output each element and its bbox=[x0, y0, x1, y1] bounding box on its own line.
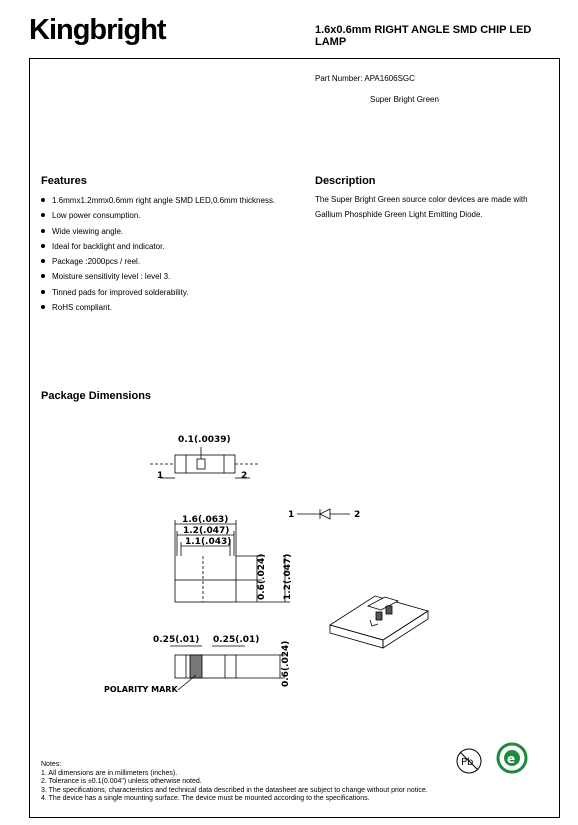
dim-inner-label: 1.1(.043) bbox=[185, 537, 232, 547]
notes-block bbox=[41, 761, 551, 804]
title-line-2: LAMP bbox=[315, 36, 347, 48]
part-color: Super Bright Green bbox=[370, 95, 439, 104]
dim-bottom-height-label: 0.6(.024) bbox=[281, 640, 291, 687]
package-dimensions-heading: Package Dimensions bbox=[41, 390, 152, 402]
feature-item: Moisture sensitivity level : level 3. bbox=[41, 269, 275, 284]
feature-item: Tinned pads for improved solderability. bbox=[41, 285, 275, 300]
description-line: Gallium Phosphide Green Light Emitting Diode. bbox=[315, 210, 483, 219]
note-line: 4. The device has a single mounting surface. The device must be mounted according to the specifications. bbox=[41, 795, 370, 803]
dim-height-label: 0.6(.024) bbox=[257, 553, 267, 600]
dim-top-label: 0.1(.0039) bbox=[178, 435, 231, 445]
polarity-mark-label: POLARITY MARK bbox=[104, 685, 178, 694]
dim-length-label: 1.6(.063) bbox=[182, 515, 229, 525]
dim-pad-left-label: 0.25(.01) bbox=[153, 635, 200, 645]
polarity-mark-fill bbox=[190, 655, 202, 678]
dim-pad-right-label: 0.25(.01) bbox=[213, 635, 260, 645]
diode-pin1-label: 1 bbox=[288, 510, 295, 520]
pin2-label: 2 bbox=[241, 471, 248, 481]
feature-item: Ideal for backlight and indicator. bbox=[41, 239, 275, 254]
note-line: 3. The specifications, characteristics and technical data described in the datasheet are subject to change without prior notice. bbox=[41, 786, 428, 794]
part-number: Part Number: APA1606SGC bbox=[315, 74, 415, 83]
description-line: The Super Bright Green source color devices are made with bbox=[315, 195, 528, 204]
brand-logo: Kingbright bbox=[29, 14, 166, 46]
title-line-1: 1.6x0.6mm RIGHT ANGLE SMD CHIP LED bbox=[315, 24, 532, 36]
dim-side-label: 1.2(.047) bbox=[283, 553, 293, 600]
diode-symbol bbox=[297, 509, 350, 519]
top-view-chip bbox=[197, 459, 205, 469]
notes-heading: Notes: bbox=[41, 761, 62, 768]
isometric-view-drawing bbox=[330, 596, 428, 648]
features-heading: Features bbox=[41, 175, 87, 187]
bottom-view-drawing bbox=[170, 646, 285, 690]
description-heading: Description bbox=[315, 175, 376, 187]
svg-text:e: e bbox=[507, 752, 516, 766]
note-line: 1. All dimensions are in millimeters (inches). bbox=[41, 769, 178, 777]
svg-text:Pb: Pb bbox=[461, 757, 474, 768]
pin1-label: 1 bbox=[157, 471, 164, 481]
front-view-body bbox=[175, 580, 236, 602]
feature-item: Low power consumption. bbox=[41, 208, 275, 223]
feature-item: Package :2000pcs / reel. bbox=[41, 254, 275, 269]
feature-item: 1.6mmx1.2mmx0.6mm right angle SMD LED,0.6mm thickness. bbox=[41, 193, 275, 208]
feature-item: RoHS compliant. bbox=[41, 300, 275, 315]
diode-pin2-label: 2 bbox=[354, 510, 361, 520]
dim-width-label: 1.2(.047) bbox=[183, 526, 230, 536]
note-line: 2. Tolerance is ±0.1(0.004") unless otherwise noted. bbox=[41, 778, 202, 786]
feature-item: Wide viewing angle. bbox=[41, 224, 275, 239]
bottom-view-body bbox=[175, 655, 236, 678]
